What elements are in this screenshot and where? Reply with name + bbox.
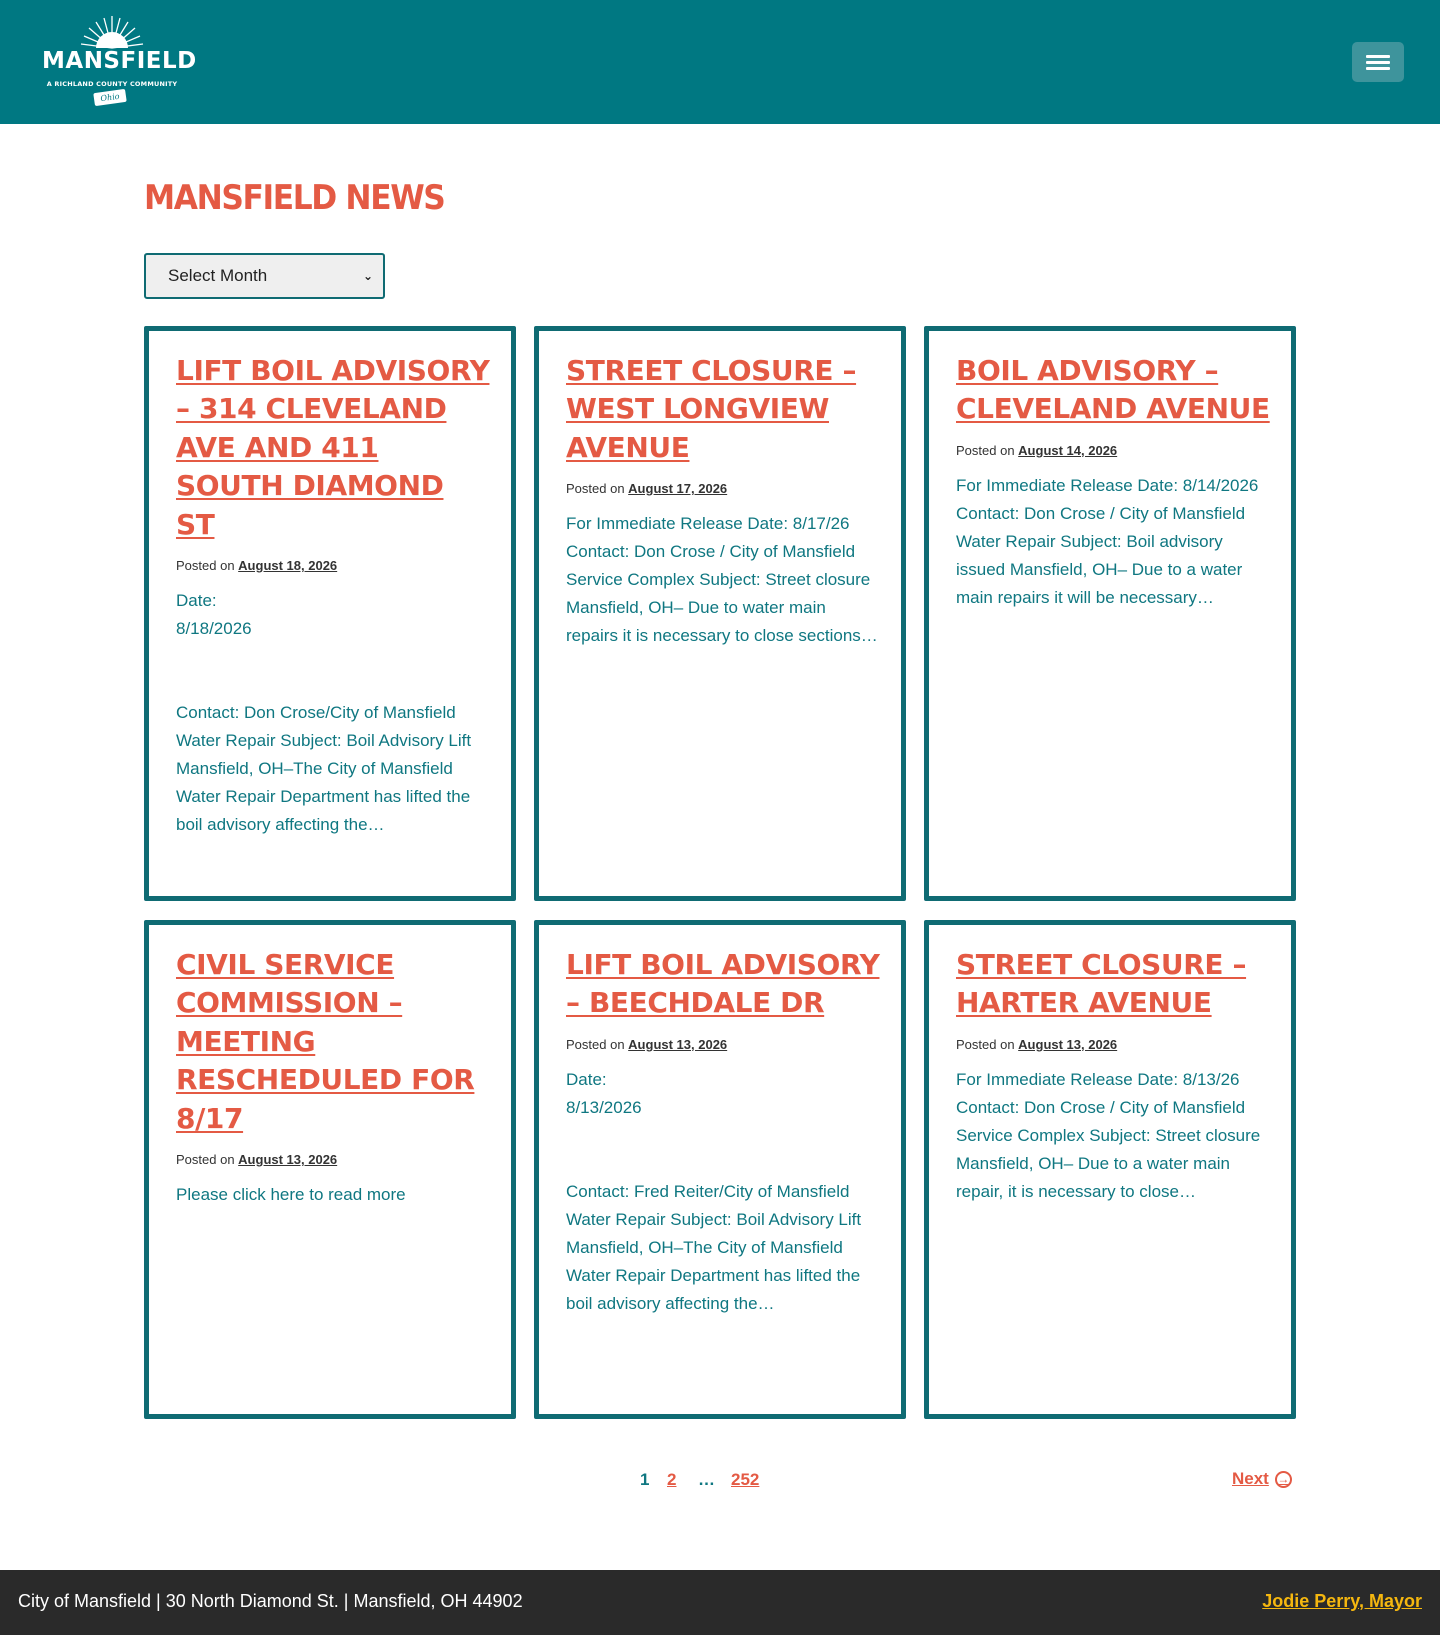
post-date-link[interactable]: August 18, 2026 [238, 558, 338, 574]
news-card [144, 920, 516, 1419]
menu-button[interactable] [1352, 42, 1404, 82]
page-title: MANSFIELD NEWS [144, 178, 445, 218]
news-card-excerpt: Date: 8/13/2026 Contact: Fred Reiter/City of Mansfield Water Repair Subject: Boil Advisory Lift Mansfield, OH–The City of Mansfield Water Repair Department has lifted the boil advisory affecting the… [566, 1069, 862, 1313]
news-card-title[interactable]: CIVIL SERVICE COMMISSION – MEETING RESCHEDULED FOR 8/17 [176, 948, 475, 1135]
news-card [144, 326, 516, 901]
news-card-excerpt: For Immediate Release Date: 8/13/26 Contact: Don Crose / City of Mansfield Service Complex Subject: Street closure Mansfield, OH– Due to a water main repair, it is necessary to close… [956, 1069, 1261, 1201]
chevron-down-icon: ⌄ [362, 269, 373, 283]
hamburger-menu-icon [1366, 67, 1390, 70]
news-card [924, 326, 1296, 901]
posted-label: Posted on [176, 558, 235, 574]
news-card [534, 920, 906, 1419]
posted-label: Posted on [956, 1036, 1015, 1052]
posted-meta [956, 1037, 1271, 1052]
posted-meta [566, 1037, 881, 1052]
pagination-last-page[interactable]: 252 [731, 1470, 760, 1489]
hamburger-menu-icon [1366, 61, 1390, 64]
posted-meta [176, 1152, 491, 1167]
post-date-link[interactable]: August 13, 2026 [628, 1036, 728, 1052]
news-card [534, 326, 906, 901]
news-card-excerpt: For Immediate Release Date: 8/14/2026 Contact: Don Crose / City of Mansfield Water Repair Subject: Boil advisory issued Mansfield, OH– Due to a water main repairs it will be necessary… [956, 475, 1259, 607]
post-date-link[interactable]: August 13, 2026 [1018, 1036, 1118, 1052]
footer-address: City of Mansfield | 30 North Diamond St. | Mansfield, OH 44902 [18, 1591, 523, 1611]
post-date-link[interactable]: August 14, 2026 [1018, 442, 1118, 458]
news-card-excerpt: Date: 8/18/2026 Contact: Don Crose/City of Mansfield Water Repair Subject: Boil Advisory Lift Mansfield, OH–The City of Mansfield Water Repair Department has lifted the boil advisory affecting the… [176, 591, 472, 835]
logo-wordmark: MANSFIELD [42, 48, 197, 74]
month-select-value: Select Month [168, 266, 268, 285]
logo-badge: Ohio [93, 89, 126, 106]
pagination-current-page: 1 [640, 1470, 650, 1489]
posted-label: Posted on [566, 1036, 625, 1052]
mayor-link[interactable]: Jodie Perry, Mayor [1262, 1591, 1422, 1611]
mansfield-logo[interactable] [42, 14, 197, 110]
news-card-title[interactable]: BOIL ADVISORY – CLEVELAND AVENUE [956, 354, 1270, 426]
news-card-title[interactable]: LIFT BOIL ADVISORY – BEECHDALE DR [566, 948, 880, 1020]
news-card-title[interactable]: STREET CLOSURE – WEST LONGVIEW AVENUE [566, 354, 857, 464]
site-header [0, 0, 1440, 124]
site-footer [0, 1570, 1440, 1635]
post-date-link[interactable]: August 17, 2026 [628, 481, 728, 497]
news-card-title[interactable]: LIFT BOIL ADVISORY – 314 CLEVELAND AVE AND 411 SOUTH DIAMOND ST [176, 354, 490, 541]
news-card [924, 920, 1296, 1419]
pagination-ellipsis: … [698, 1470, 715, 1489]
hamburger-menu-icon [1366, 55, 1390, 58]
posted-label: Posted on [566, 481, 625, 497]
arrow-right-circle-icon: → [1275, 1471, 1292, 1488]
month-select[interactable] [144, 253, 385, 299]
posted-meta [176, 558, 491, 573]
news-card-title[interactable]: STREET CLOSURE – HARTER AVENUE [956, 948, 1247, 1020]
news-card-excerpt[interactable]: Please click here to read more [176, 1185, 406, 1205]
next-label: Next [1232, 1469, 1269, 1488]
posted-meta [956, 443, 1271, 458]
posted-label: Posted on [956, 442, 1015, 458]
posted-meta [566, 481, 881, 496]
post-date-link[interactable]: August 13, 2026 [238, 1152, 338, 1168]
posted-label: Posted on [176, 1152, 235, 1168]
logo-subtitle: A RICHLAND COUNTY COMMUNITY [46, 80, 178, 88]
news-card-excerpt: For Immediate Release Date: 8/17/26 Contact: Don Crose / City of Mansfield Service Complex Subject: Street closure Mansfield, OH– Due to water main repairs it is necessary to close sections… [566, 514, 878, 646]
pagination-page-2[interactable]: 2 [667, 1470, 677, 1489]
pagination-next-button[interactable] [1232, 1469, 1292, 1489]
